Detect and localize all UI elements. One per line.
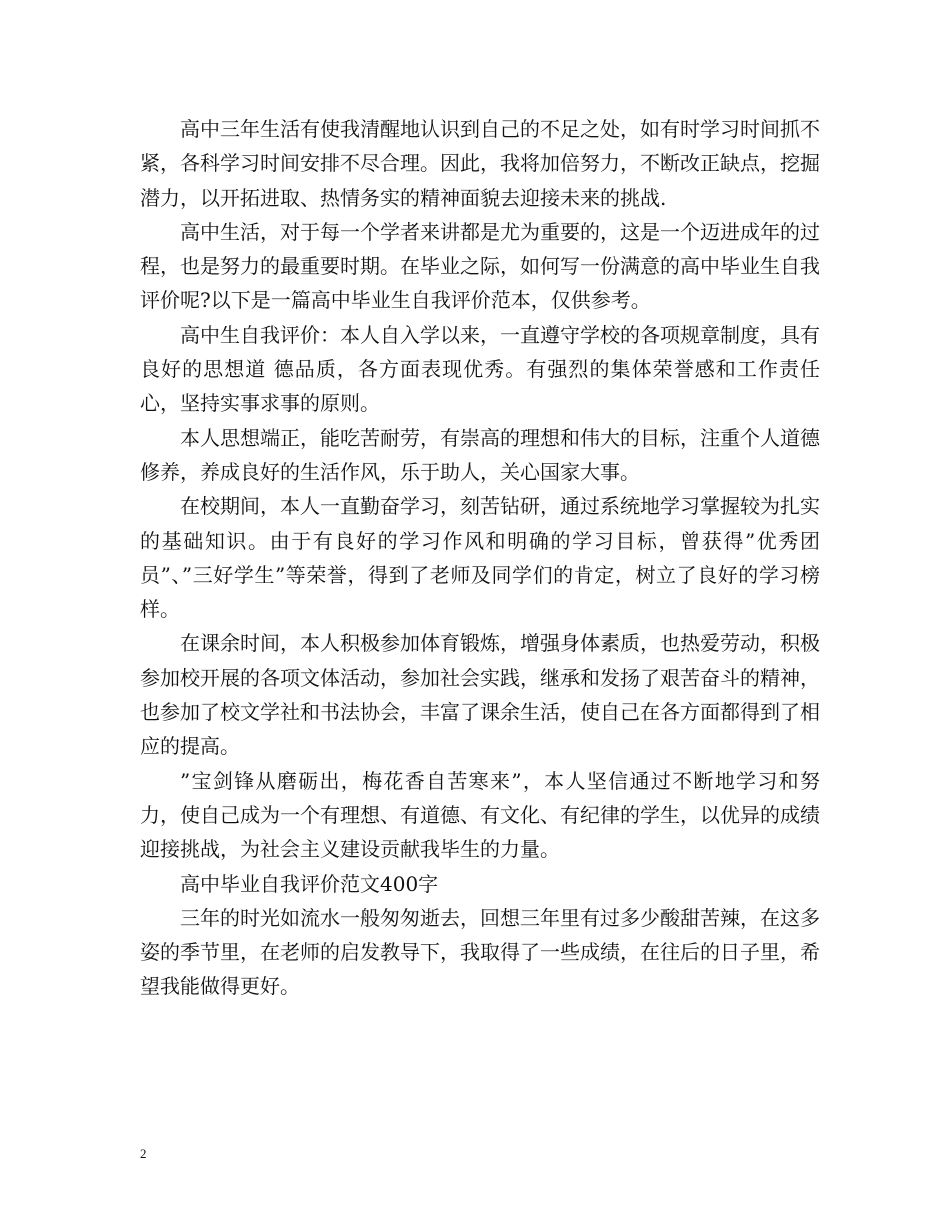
- paragraph-6: 在课余时间，本人积极参加体育锻炼，增强身体素质，也热爱劳动，积极参加校开展的各项文体活动，参加社会实践，继承和发扬了艰苦奋斗的精神，也参加了校文学社和书法协会，丰富了课余生活，使自己在各方面都得到了相应的提高。: [140, 631, 820, 759]
- paragraph-4: 本人思想端正，能吃苦耐劳，有崇高的理想和伟大的目标，注重个人道德修养，养成良好的生活作风，乐于助人，关心国家大事。: [140, 425, 820, 484]
- paragraph-1: 高中三年生活有使我清醒地认识到自己的不足之处，如有时学习时间抓不紧，各科学习时间安排不尽合理。因此，我将加倍努力，不断改正缺点，挖掘潜力，以开拓进取、热情务实的精神面貌去迎接未来的挑战.: [140, 117, 820, 210]
- paragraph-2: 高中生活，对于每一个学者来讲都是尤为重要的，这是一个迈进成年的过程，也是努力的最重要时期。在毕业之际，如何写一份满意的高中毕业生自我评价呢?以下是一篇高中毕业生自我评价范本，仅供参考。: [140, 219, 820, 313]
- document-body: [140, 112, 820, 1004]
- paragraph-5: 在校期间，本人一直勤奋学习，刻苦钻研，通过系统地学习掌握较为扎实的基础知识。由于有良好的学习作风和明确的学习目标，曾获得”优秀团员”、”三好学生”等荣誉，得到了老师及同学们的肯定，树立了良好的学习榜样。: [140, 494, 820, 622]
- paragraph-8: 三年的时光如流水一般匆匆逝去，回想三年里有过多少酸甜苦辣，在这多姿的季节里，在老师的启发教导下，我取得了一些成绩，在往后的日子里，希望我能做得更好。: [140, 905, 820, 999]
- page-number: 2: [140, 1146, 147, 1161]
- section-heading: 高中毕业自我评价范文400字: [180, 871, 439, 896]
- paragraph-3: 高中生自我评价：本人自入学以来，一直遵守学校的各项规章制度，具有良好的思想道 德品质，各方面表现优秀。有强烈的集体荣誉感和工作责任心，坚持实事求事的原则。: [140, 322, 820, 416]
- paragraph-7: ”宝剑锋从磨砺出，梅花香自苦寒来”，本人坚信通过不断地学习和努力，使自己成为一个有理想、有道德、有文化、有纪律的学生，以优异的成绩迎接挑战，为社会主义建设贡献我毕生的力量。: [140, 768, 820, 862]
